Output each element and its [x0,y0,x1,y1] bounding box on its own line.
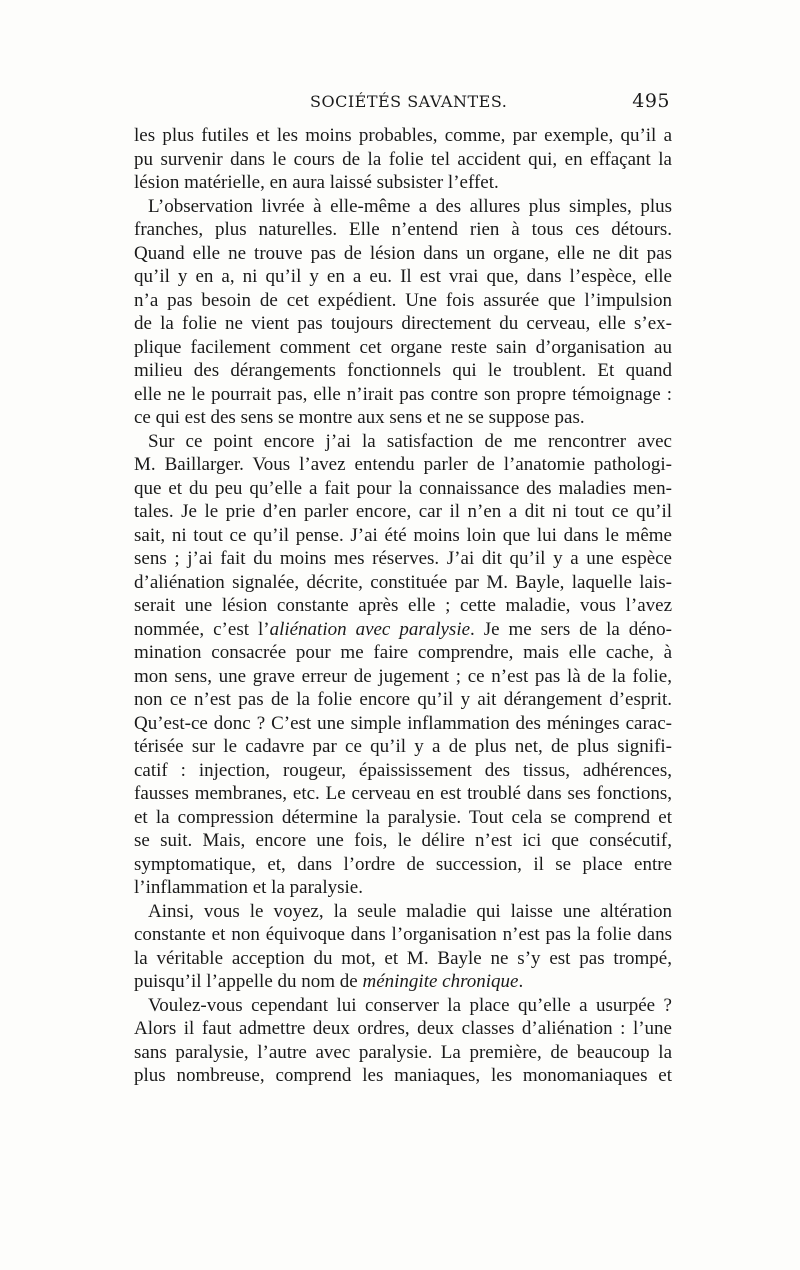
text-segment: mination consacrée pour me faire comprendre, mais elle cache, à [134,642,672,663]
text-line [134,265,672,289]
text-line [134,1041,672,1065]
text-segment: . [518,971,524,992]
text-line [134,124,672,148]
text-line [134,923,672,947]
text-line [134,994,672,1018]
text-segment: et la compression détermine la paralysie. Tout cela se comprend et [134,806,672,828]
text-segment: symptomatique, et, dans l’ordre de succession, il se place entre [134,853,672,875]
text-segment: Sur ce point encore j’ai la satisfaction de me rencontrer avec [148,430,672,452]
text-line [134,336,672,360]
text-line [134,359,672,383]
text-line [134,171,672,195]
text-line [134,1017,672,1041]
text-segment: mon sens, une grave erreur de jugement ; ce n’est pas là de la folie, [134,665,672,687]
text-line [134,195,672,219]
text-line [134,453,672,477]
text-line [134,735,672,759]
text-segment: nommée, c’est l’ [134,618,270,640]
text-segment: lésion matérielle, en aura laissé subsister l’effet. [134,172,499,193]
text-segment: franches, plus naturelles. Elle n’entend rien à tous ces détours. [134,219,672,240]
page-number: 495 [632,90,670,112]
text-line [134,853,672,877]
text-segment: Quand elle ne trouve pas de lésion dans un organe, elle ne dit pas [134,242,672,264]
text-segment: Alors il faut admettre deux ordres, deux classes d’aliénation : l’une [134,1018,672,1039]
text-segment: plus nombreuse, comprend les maniaques, les monomaniaques et [134,1065,672,1086]
text-line [134,618,672,642]
text-segment: ce qui est des sens se montre aux sens et ne se suppose pas. [134,407,585,428]
text-line [134,712,672,736]
text-segment: d’aliénation signalée, décrite, constituée par M. Bayle, laquelle lais- [134,571,672,593]
text-line [134,524,672,548]
text-segment: puisqu’il l’appelle du nom de [134,971,363,992]
text-segment: l’inflammation et la paralysie. [134,877,363,898]
text-segment: M. Baillarger. Vous l’avez entendu parler de l’anatomie pathologi- [134,454,672,475]
text-line [134,876,672,900]
text-line [134,900,672,924]
italic-phrase: aliénation avec paralysie [269,618,471,640]
text-line [134,383,672,407]
text-segment: plique facilement comment cet organe reste sain d’organisation au [134,336,672,358]
text-segment: les plus futiles et les moins probables, comme, par exemple, qu’il a [134,125,672,146]
text-segment: qu’il y en a, ni qu’il y en a eu. Il est vrai que, dans l’espèce, elle [134,266,672,287]
text-line [134,242,672,266]
running-head: SOCIÉTÉS SAVANTES. [310,92,508,111]
text-segment: milieu des dérangements fonctionnels qui le troublent. Et quand [134,360,672,381]
text-segment: pu survenir dans le cours de la folie tel accident qui, en effaçant la [134,148,672,170]
text-line [134,289,672,313]
text-line [134,1064,672,1088]
text-segment: Ainsi, vous le voyez, la seule maladie qui laisse une altération [148,900,672,922]
text-line [134,806,672,830]
text-line [134,665,672,689]
text-segment: serait une lésion constante après elle ; cette maladie, vous l’avez [134,595,672,616]
text-segment: non ce n’est pas de la folie encore qu’il y ait dérangement d’esprit. [134,689,672,710]
text-segment: n’a pas besoin de cet expédient. Une fois assurée que l’impulsion [134,289,672,311]
text-line [134,148,672,172]
text-segment: catif : injection, rougeur, épaississement des tissus, adhérences, [134,759,672,781]
text-segment: térisée sur le cadavre par ce qu’il y a de plus net, de plus signifi- [134,736,672,757]
text-line [134,759,672,783]
text-line [134,547,672,571]
text-line [134,571,672,595]
text-segment: elle ne le pourrait pas, elle n’irait pas contre son propre témoignage : [134,383,672,405]
text-segment: la véritable acception du mot, et M. Bayle ne s’y est pas trompé, [134,947,672,969]
text-segment: tales. Je le prie d’en parler encore, car il n’en a dit ni tout ce qu’il [134,501,672,522]
text-segment: Voulez-vous cependant lui conserver la place qu’elle a usurpée ? [148,994,672,1016]
text-line [134,970,672,994]
body-text [134,124,672,1088]
text-line [134,641,672,665]
text-line [134,947,672,971]
text-segment: se suit. Mais, encore une fois, le délire n’est ici que consécutif, [134,830,672,851]
page-header [134,90,670,120]
text-line [134,829,672,853]
italic-phrase: méningite chronique [362,971,519,992]
text-line [134,406,672,430]
text-line [134,688,672,712]
text-segment: que et du peu qu’elle a fait pour la connaissance des maladies men- [134,477,672,499]
text-segment: . Je me sers de la déno- [470,618,672,640]
text-segment: sens ; j’ai fait du moins mes réserves. J’ai dit qu’il y a une espèce [134,548,672,569]
text-segment: constante et non équivoque dans l’organisation n’est pas la folie dans [134,924,672,945]
text-line [134,594,672,618]
text-segment: Qu’est-ce donc ? C’est une simple inflammation des méninges carac- [134,712,672,734]
text-line [134,782,672,806]
text-line [134,430,672,454]
text-segment: sans paralysie, l’autre avec paralysie. La première, de beaucoup la [134,1041,672,1063]
text-segment: sait, ni tout ce qu’il pense. J’ai été moins loin que lui dans le même [134,524,672,546]
text-segment: de la folie ne vient pas toujours directement du cerveau, elle s’ex- [134,313,672,334]
text-segment: L’observation livrée à elle-même a des allures plus simples, plus [148,195,672,217]
text-line [134,218,672,242]
text-line [134,477,672,501]
text-segment: fausses membranes, etc. Le cerveau en est troublé dans ses fonctions, [134,783,672,804]
text-line [134,500,672,524]
text-line [134,312,672,336]
